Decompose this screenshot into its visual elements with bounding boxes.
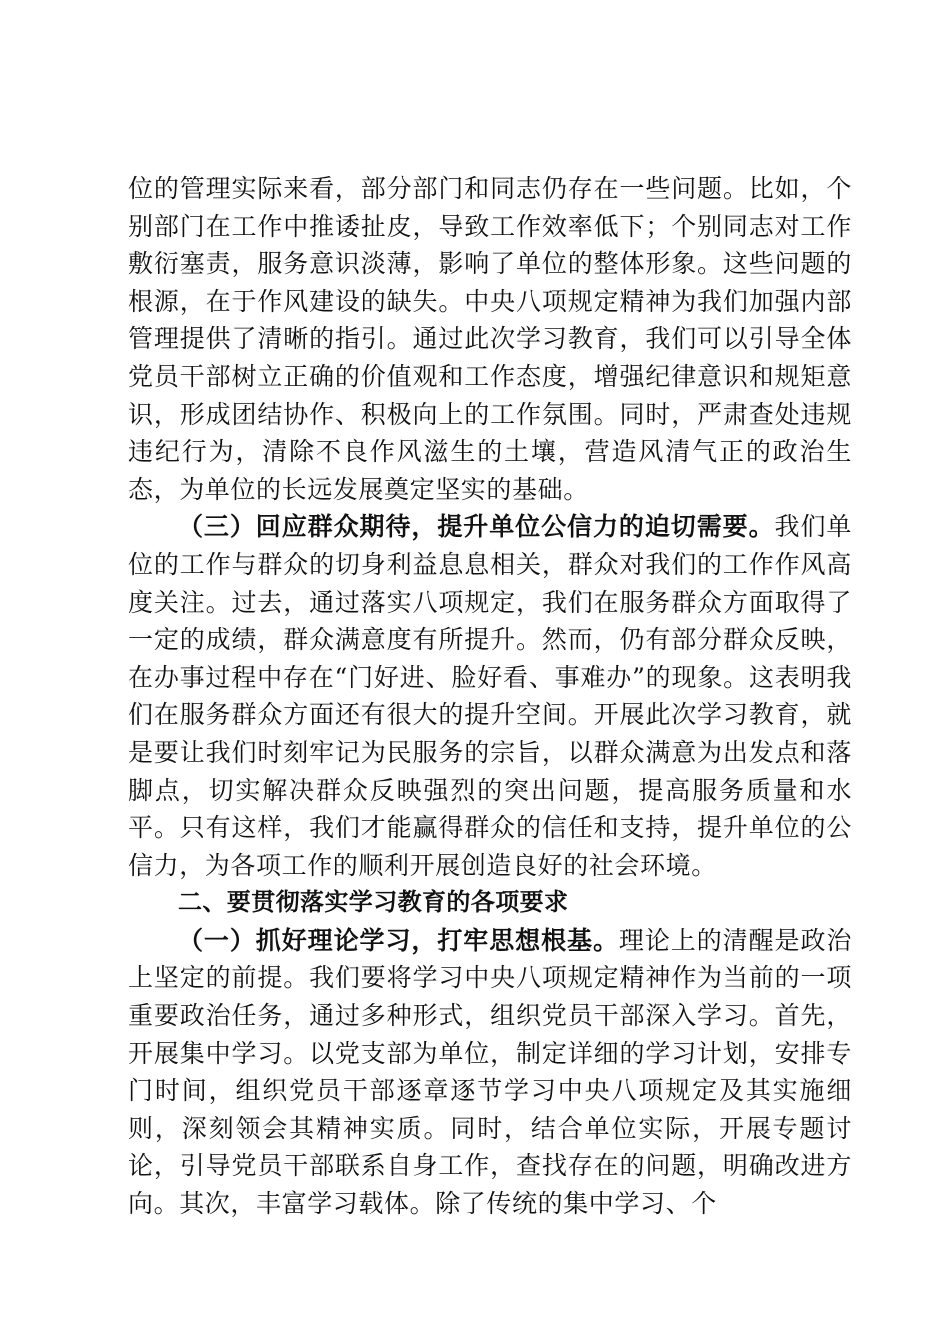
document-body: [128, 170, 852, 1223]
paragraph-text: 位的管理实际来看，部分部门和同志仍存在一些问题。比如，个别部门在工作中推诿扯皮，导致工作效率低下；个别同志对工作敷衍塞责，服务意识淡薄，影响了单位的整体形象。这些问题的根源，在于作风建设的缺失。中央八项规定精神为我们加强内部管理提供了清晰的指引。通过此次学习教育，我们可以引导全体党员干部树立正确的价值观和工作态度，增强纪律意识和规矩意识，形成团结协作、积极向上的工作氛围。同时，严肃查处违规违纪行为，清除不良作风滋生的土壤，营造风清气正的政治生态，为单位的长远发展奠定坚实的基础。: [128, 174, 852, 504]
paragraph-section-3: [128, 508, 852, 884]
paragraph-text: 我们单位的工作与群众的切身利益息息相关，群众对我们的工作作风高度关注。过去，通过落实八项规定，我们在服务群众方面取得了一定的成绩，群众满意度有所提升。然而，仍有部分群众反映，在办事过程中存在“门好进、脸好看、事难办”的现象。这表明我们在服务群众方面还有很大的提升空间。开展此次学习教育，就是要让我们时刻牢记为民服务的宗旨，以群众满意为出发点和落脚点，切实解决群众反映强烈的突出问题，提高服务质量和水平。只有这样，我们才能赢得群众的信任和支持，提升单位的公信力，为各项工作的顺利开展创造良好的社会环境。: [128, 512, 852, 880]
section-heading: 二、要贯彻落实学习教育的各项要求: [178, 888, 569, 917]
section-lead-3: （三）回应群众期待，提升单位公信力的迫切需要。: [178, 512, 775, 542]
section-lead-1: （一）抓好理论学习，打牢思想根基。: [178, 925, 619, 955]
paragraph-section-1: [128, 922, 852, 1223]
paragraph-continuation: [128, 170, 852, 508]
paragraph-text: 理论上的清醒是政治上坚定的前提。我们要将学习中央八项规定精神作为当前的一项重要政治任务，通过多种形式，组织党员干部深入学习。首先，开展集中学习。以党支部为单位，制定详细的学习计划，安排专门时间，组织党员干部逐章逐节学习中央八项规定及其实施细则，深刻领会其精神实质。同时，结合单位实际，开展专题讨论，引导党员干部联系自身工作，查找存在的问题，明确改进方向。其次，丰富学习载体。除了传统的集中学习、个: [128, 925, 853, 1219]
